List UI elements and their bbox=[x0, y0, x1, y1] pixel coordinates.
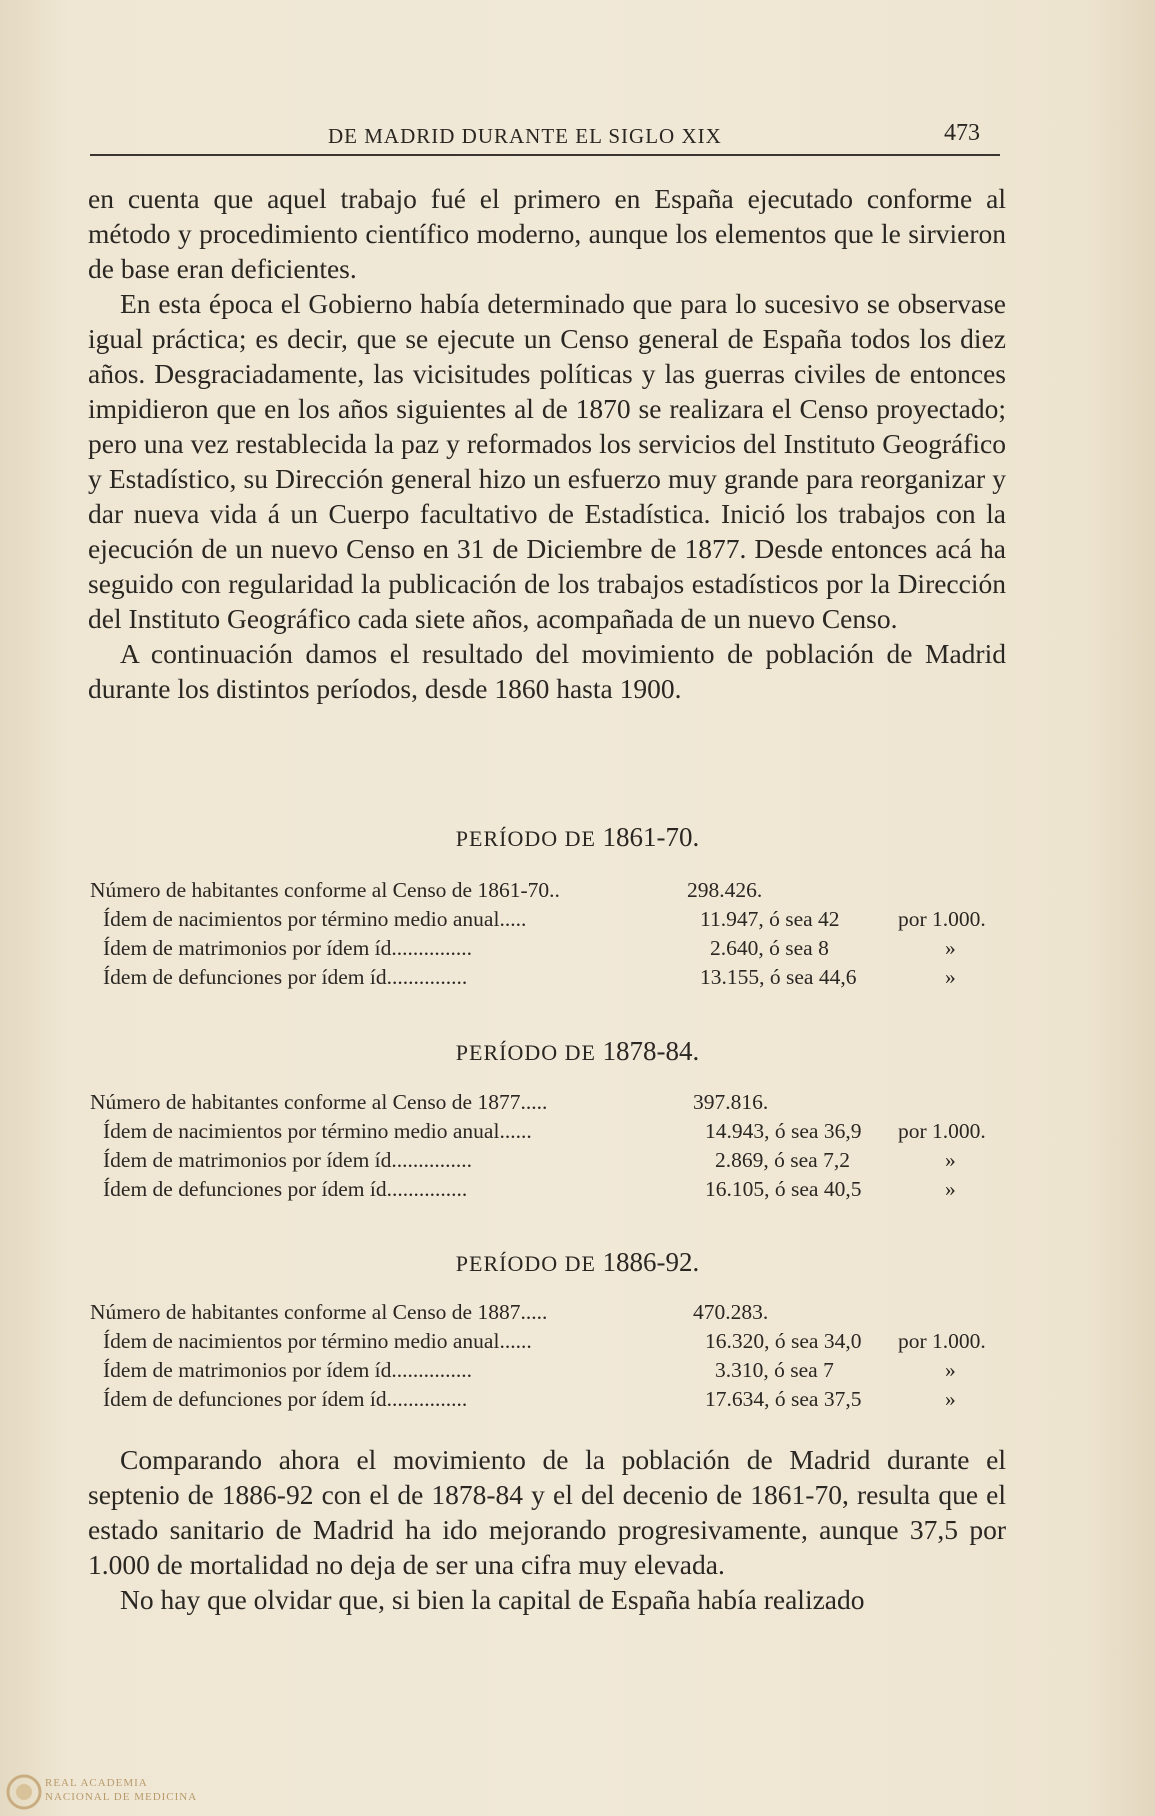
section-title-prefix: PERÍODO DE bbox=[455, 1251, 596, 1276]
section-title-year: 1886-92. bbox=[602, 1247, 700, 1277]
row-value: 11.947, ó sea 42 bbox=[700, 907, 840, 931]
row-per: » bbox=[945, 965, 956, 989]
row-label: Ídem de nacimientos por término medio anual...... bbox=[103, 1329, 532, 1353]
running-title: DE MADRID DURANTE EL SIGLO XIX bbox=[328, 124, 722, 148]
stamp-line: NACIONAL DE MEDICINA bbox=[45, 1791, 198, 1803]
running-header bbox=[90, 120, 1000, 156]
table-row bbox=[0, 1300, 1155, 1329]
row-label: Ídem de matrimonios por ídem íd............... bbox=[103, 1358, 473, 1382]
table-row bbox=[0, 1090, 1155, 1119]
table-row bbox=[0, 965, 1155, 994]
table-row bbox=[0, 907, 1155, 936]
page-number: 473 bbox=[944, 120, 980, 146]
table-row bbox=[0, 936, 1155, 965]
section-title bbox=[0, 1247, 1155, 1278]
row-value: 13.155, ó sea 44,6 bbox=[700, 965, 857, 989]
row-value: 2.869, ó sea 7,2 bbox=[715, 1148, 850, 1172]
row-label: Ídem de defunciones por ídem íd............... bbox=[103, 1177, 468, 1201]
row-value: 14.943, ó sea 36,9 bbox=[705, 1119, 862, 1143]
paragraph: A continuación damos el resultado del movimiento de población de Madrid durante los distintos períodos, desde 1860 hasta 1900. bbox=[88, 638, 1006, 704]
row-value: 2.640, ó sea 8 bbox=[710, 936, 829, 960]
row-value: 298.426. bbox=[687, 878, 763, 902]
section-title-prefix: PERÍODO DE bbox=[455, 1040, 596, 1065]
row-label: Número de habitantes conforme al Censo de 1861-70.. bbox=[90, 878, 560, 902]
table-row bbox=[0, 1148, 1155, 1177]
paragraph: No hay que olvidar que, si bien la capital de España había realizado bbox=[120, 1584, 865, 1615]
academy-seal-icon bbox=[4, 1772, 44, 1812]
row-label: Número de habitantes conforme al Censo de 1887..... bbox=[90, 1300, 548, 1324]
row-value: 16.105, ó sea 40,5 bbox=[705, 1177, 862, 1201]
row-per: » bbox=[945, 1148, 956, 1172]
row-value: 3.310, ó sea 7 bbox=[715, 1358, 834, 1382]
section-title-prefix: PERÍODO DE bbox=[455, 826, 596, 851]
table-row bbox=[0, 1387, 1155, 1416]
row-label: Ídem de matrimonios por ídem íd............... bbox=[103, 1148, 473, 1172]
row-per: por 1.000. bbox=[898, 907, 986, 931]
section-title-year: 1878-84. bbox=[602, 1036, 700, 1066]
row-value: 16.320, ó sea 34,0 bbox=[705, 1329, 862, 1353]
table-row bbox=[0, 1358, 1155, 1387]
row-per: por 1.000. bbox=[898, 1119, 986, 1143]
row-label: Ídem de nacimientos por término medio anual..... bbox=[103, 907, 527, 931]
row-per: por 1.000. bbox=[898, 1329, 986, 1353]
row-value: 470.283. bbox=[693, 1300, 769, 1324]
paragraph: Comparando ahora el movimiento de la población de Madrid durante el septenio de 1886-92 con el de 1878-84 y el del decenio de 1861-70, resulta que el estado sanitario de Madrid ha ido mejorando progresivamente, aunque 37,5 por 1.000 de mortalidad no deja de ser una cifra muy elevada. bbox=[88, 1444, 1006, 1580]
section-title-year: 1861-70. bbox=[602, 822, 700, 852]
intro-text bbox=[88, 181, 1006, 706]
row-per: » bbox=[945, 1358, 956, 1382]
row-label: Número de habitantes conforme al Censo de 1877..... bbox=[90, 1090, 548, 1114]
paragraph: En esta época el Gobierno había determinado que para lo sucesivo se observase igual práctica; es decir, que se ejecute un Censo general de España todos los diez años. Desgraciadamente, las vicisitudes políticas y las guerras civiles de entonces impidieron que en los años siguientes al de 1870 se realizara el Censo proyectado; pero una vez restablecida la paz y reformados los servicios del Instituto Geográfico y Estadístico, su Dirección general hizo un esfuerzo muy grande para reorganizar y dar nueva vida á un Cuerpo facultativo de Estadística. Inició los trabajos con la ejecución de un nuevo Censo en 31 de Diciembre de 1877. Desde entonces acá ha seguido con regularidad la publicación de los trabajos estadísticos por la Dirección del Instituto Geográfico cada siete años, acompañada de un nuevo Censo. bbox=[88, 288, 1006, 634]
stamp-line: REAL ACADEMIA bbox=[45, 1777, 148, 1789]
row-label: Ídem de nacimientos por término medio anual...... bbox=[103, 1119, 532, 1143]
library-stamp bbox=[0, 1768, 260, 1816]
row-per: » bbox=[945, 1387, 956, 1411]
section-title bbox=[0, 822, 1155, 853]
table-row bbox=[0, 878, 1155, 907]
row-value: 397.816. bbox=[693, 1090, 769, 1114]
row-label: Ídem de defunciones por ídem íd............... bbox=[103, 965, 468, 989]
row-label: Ídem de defunciones por ídem íd............... bbox=[103, 1387, 468, 1411]
paragraph: en cuenta que aquel trabajo fué el primero en España ejecutado conforme al método y procedimiento científico moderno, aunque los elementos que le sirvieron de base eran deficientes. bbox=[88, 183, 1006, 284]
row-label: Ídem de matrimonios por ídem íd............... bbox=[103, 936, 473, 960]
row-value: 17.634, ó sea 37,5 bbox=[705, 1387, 862, 1411]
table-row bbox=[0, 1119, 1155, 1148]
closing-text bbox=[88, 1442, 1006, 1617]
row-per: » bbox=[945, 1177, 956, 1201]
table-row bbox=[0, 1177, 1155, 1206]
stamp-text bbox=[45, 1776, 197, 1804]
section-title bbox=[0, 1036, 1155, 1067]
row-per: » bbox=[945, 936, 956, 960]
table-row bbox=[0, 1329, 1155, 1358]
